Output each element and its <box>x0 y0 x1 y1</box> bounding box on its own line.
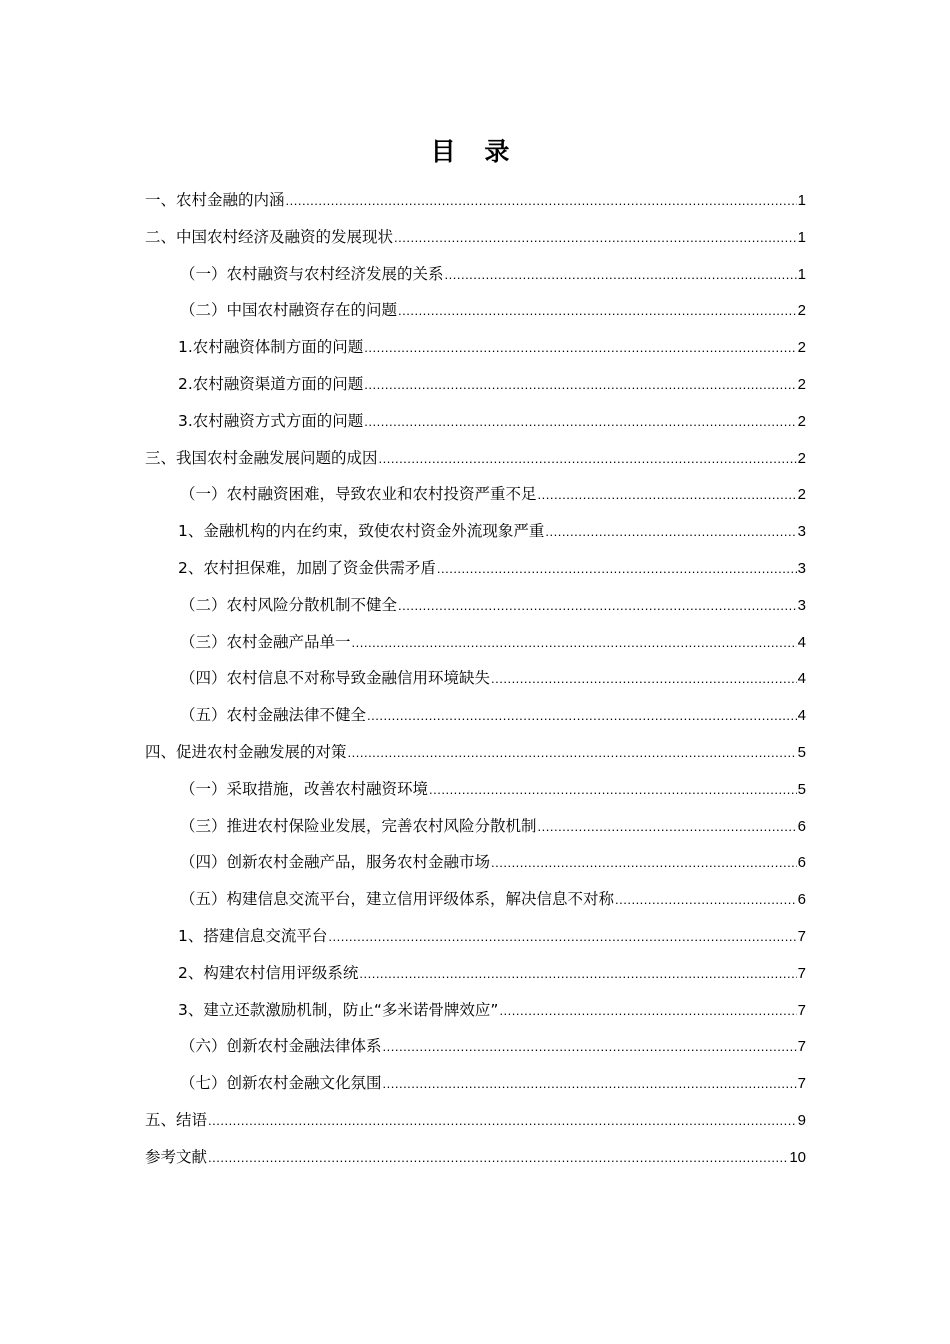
toc-entry[interactable] <box>145 407 806 444</box>
toc-entry-page: 2 <box>797 412 806 430</box>
toc-leader-dots <box>208 1144 788 1172</box>
toc-leader-dots <box>352 629 797 657</box>
toc-entry-page: 4 <box>797 633 806 651</box>
toc-leader-dots <box>615 886 797 914</box>
toc-leader-dots <box>383 1033 797 1061</box>
toc-entry-page: 6 <box>797 891 806 909</box>
toc-entry-text: 2.农村融资渠道方面的问题 <box>178 374 364 393</box>
toc-entry-text: 2、农村担保难，加剧了资金供需矛盾 <box>178 558 436 577</box>
toc-entry-text: （五）构建信息交流平台，建立信用评级体系，解决信息不对称 <box>180 890 615 909</box>
toc-entry-page: 5 <box>797 743 806 761</box>
toc-entry[interactable] <box>145 775 806 812</box>
toc-entry-page: 1 <box>797 265 806 283</box>
toc-entry-text: 3、建立还款激励机制，防止“多米诺骨牌效应” <box>178 1000 499 1019</box>
toc-leader-dots <box>538 481 797 509</box>
toc-entry-page: 3 <box>797 559 806 577</box>
toc-entry-text: （一）采取措施，改善农村融资环境 <box>180 779 429 798</box>
toc-leader-dots <box>545 518 796 546</box>
toc-entry[interactable] <box>145 996 806 1033</box>
toc-entry[interactable] <box>145 1143 806 1180</box>
toc-leader-dots <box>445 261 797 289</box>
toc-entry-text: 1、金融机构的内在约束，致使农村资金外流现象严重 <box>178 522 545 541</box>
toc-leader-dots <box>364 334 796 362</box>
toc-entry-text: （五）农村金融法律不健全 <box>180 706 367 725</box>
toc-entry[interactable] <box>145 370 806 407</box>
toc-entry[interactable] <box>145 848 806 885</box>
toc-leader-dots <box>208 1107 797 1135</box>
toc-entry-page: 1 <box>797 192 806 209</box>
toc-entry[interactable] <box>145 186 806 223</box>
toc-entry-text: （六）创新农村金融法律体系 <box>180 1037 382 1056</box>
toc-leader-dots <box>499 997 796 1025</box>
toc-leader-dots <box>398 297 797 325</box>
toc-entry[interactable] <box>145 738 806 775</box>
toc-entry-page: 4 <box>797 670 806 688</box>
toc-entry-text: （二）农村风险分散机制不健全 <box>180 595 398 614</box>
toc-entry-page: 1 <box>797 228 806 246</box>
toc-entry[interactable] <box>145 1106 806 1143</box>
toc-entry[interactable] <box>145 296 806 333</box>
toc-entry-text: 1、搭建信息交流平台 <box>178 926 328 945</box>
toc-entry-text: （三）农村金融产品单一 <box>180 632 351 651</box>
toc-entry-page: 4 <box>797 707 806 725</box>
toc-entry-page: 7 <box>797 1038 806 1056</box>
toc-entry-text: 参考文献 <box>145 1147 208 1166</box>
toc-entry-text: 三、我国农村金融发展问题的成因 <box>145 448 378 467</box>
toc-leader-dots <box>491 849 797 877</box>
toc-entry[interactable] <box>145 628 806 665</box>
toc-entry[interactable] <box>145 922 806 959</box>
toc-entry[interactable] <box>145 480 806 517</box>
toc-entry-page: 5 <box>797 780 806 798</box>
toc-entry-text: 二、中国农村经济及融资的发展现状 <box>145 227 394 246</box>
toc-entry-page: 2 <box>797 449 806 467</box>
toc-entry[interactable] <box>145 591 806 628</box>
toc-leader-dots <box>367 702 797 730</box>
toc-leader-dots <box>286 187 797 215</box>
toc-entry[interactable] <box>145 223 806 260</box>
toc-leader-dots <box>398 592 797 620</box>
toc-entry[interactable] <box>145 885 806 922</box>
toc-entry[interactable] <box>145 444 806 481</box>
toc-entry-page: 2 <box>797 302 806 320</box>
toc-entry[interactable] <box>145 333 806 370</box>
toc-entry-page: 3 <box>797 523 806 541</box>
toc-entry-page: 2 <box>797 375 806 393</box>
toc-entry-page: 7 <box>797 927 806 945</box>
toc-leader-dots <box>491 665 797 693</box>
toc-entry[interactable] <box>145 517 806 554</box>
toc-entry[interactable] <box>145 812 806 849</box>
toc-leader-dots <box>328 923 796 951</box>
toc-entry-page: 6 <box>797 817 806 835</box>
toc-entry-text: 一、农村金融的内涵 <box>145 191 285 209</box>
toc-leader-dots <box>364 371 796 399</box>
toc-entry[interactable] <box>145 664 806 701</box>
toc-entry-text: （三）推进农村保险业发展，完善农村风险分散机制 <box>180 816 537 835</box>
toc-entry-text: 1.农村融资体制方面的问题 <box>178 338 364 357</box>
toc-entry[interactable] <box>145 701 806 738</box>
toc-entry-text: （二）中国农村融资存在的问题 <box>180 301 398 320</box>
toc-entry-text: （七）创新农村金融文化氛围 <box>180 1074 382 1093</box>
toc-entry-page: 2 <box>797 339 806 357</box>
toc-entry-page: 7 <box>797 1001 806 1019</box>
toc-title: 目 录 <box>430 137 520 166</box>
toc-leader-dots <box>538 813 797 841</box>
toc-leader-dots <box>359 960 796 988</box>
toc-entry-page: 9 <box>797 1111 806 1129</box>
toc-entry-text: （四）创新农村金融产品，服务农村金融市场 <box>180 853 491 872</box>
toc-leader-dots <box>429 776 797 804</box>
toc-entry[interactable] <box>145 260 806 297</box>
toc-leader-dots <box>348 739 797 767</box>
toc-list <box>145 186 806 1180</box>
toc-entry-page: 3 <box>797 596 806 614</box>
toc-entry-page: 6 <box>797 854 806 872</box>
toc-entry-text: 2、构建农村信用评级系统 <box>178 963 359 982</box>
toc-leader-dots <box>394 224 797 252</box>
toc-entry-text: 四、促进农村金融发展的对策 <box>145 742 347 761</box>
toc-leader-dots <box>364 408 796 436</box>
toc-entry-text: 3.农村融资方式方面的问题 <box>178 411 364 430</box>
toc-leader-dots <box>379 445 797 473</box>
toc-leader-dots <box>383 1070 797 1098</box>
toc-leader-dots <box>437 555 797 583</box>
toc-entry-page: 2 <box>797 486 806 504</box>
toc-entry-text: （一）农村融资困难，导致农业和农村投资严重不足 <box>180 485 537 504</box>
toc-entry-page: 7 <box>797 1075 806 1093</box>
toc-entry[interactable] <box>145 959 806 996</box>
toc-entry[interactable] <box>145 1032 806 1069</box>
toc-entry-text: （四）农村信息不对称导致金融信用环境缺失 <box>180 669 491 688</box>
toc-entry[interactable] <box>145 1069 806 1106</box>
toc-entry-page: 10 <box>789 1148 806 1166</box>
toc-entry[interactable] <box>145 554 806 591</box>
toc-entry-text: 五、结语 <box>145 1110 208 1129</box>
toc-entry-page: 7 <box>797 964 806 982</box>
toc-entry-text: （一）农村融资与农村经济发展的关系 <box>180 264 444 283</box>
